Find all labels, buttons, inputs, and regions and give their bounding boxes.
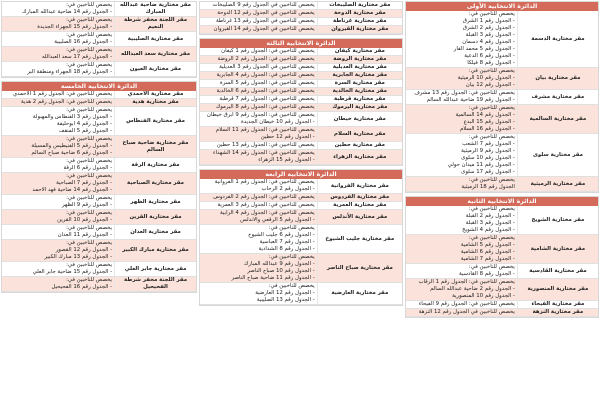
assigned-lists	[200, 72, 317, 80]
committee-name: مقر مختارية السرة	[317, 80, 402, 88]
list-line: - الجدول رقم 19 ضاحية عبدالله السالم	[426, 97, 515, 103]
list-line: - الجدول رقم 12 بيان	[465, 82, 515, 88]
committee-row	[200, 254, 402, 283]
list-line: - الجدول رقم 14 السالمية	[455, 112, 515, 118]
committee-name: مقر مختارية سعد العبدالله	[115, 47, 196, 62]
list-line: - الجدول رقم 13 الصليبية	[256, 297, 315, 303]
column-left	[1, 1, 197, 400]
committee-name: مقر مختارية ضاحية عبدالله المبارك	[115, 2, 196, 17]
list-line: - الجدول رقم 5 الرقعي والأندلس	[240, 217, 315, 223]
list-line: - الجدول رقم 15 البدع	[463, 119, 515, 125]
assigned-lists	[200, 127, 317, 142]
committee-row	[200, 179, 402, 194]
list-line: يخصص للناخبين في: الجدول رقم 9 الفيحاء	[418, 301, 515, 307]
list-line: يخصص للناخبين في:	[66, 210, 113, 216]
committee-table	[406, 206, 598, 317]
committee-name: مقر مختارية الأندلس	[317, 210, 402, 225]
committee-name: مقر مختارية جابر العلي	[115, 262, 196, 277]
committee-name: مقر مختارية العيون	[115, 62, 196, 77]
district-section	[199, 38, 403, 166]
list-line: - الجدول رقم 7 الشعب	[462, 141, 515, 147]
district-section	[199, 169, 403, 306]
committee-row	[406, 68, 598, 90]
committee-row	[406, 301, 598, 309]
committee-name: مقر مختارية سلوى	[517, 134, 598, 177]
committee-row	[2, 277, 196, 292]
committee-name: مقر مختارية اليرموك	[317, 104, 402, 112]
committee-name: مقر مختارية الرقة	[115, 158, 196, 173]
committee-name: مقر مختارية هدية	[115, 99, 196, 107]
committee-row	[2, 47, 196, 62]
list-line: - الجدول رقم 4 الشويخ	[462, 227, 515, 233]
committee-table	[200, 48, 402, 165]
committee-name: مقر مختارية الصباحية	[115, 173, 196, 195]
assigned-lists	[2, 173, 115, 195]
committee-row	[2, 91, 196, 99]
committee-name: مقر مختارية الصليبية	[115, 32, 196, 47]
assigned-lists	[2, 210, 115, 225]
committee-name: مقر مختارية المنصورية	[517, 279, 598, 301]
committee-name: مقر مختارية العديلية	[317, 64, 402, 72]
list-line: يخصص للناخبين في: الجدول رقم 1 الأحمدي	[12, 91, 113, 97]
list-line: - الجدول رقم 8 القادسية	[458, 271, 515, 277]
committee-row	[2, 32, 196, 47]
assigned-lists	[200, 179, 317, 194]
assigned-lists	[2, 277, 115, 292]
list-line: يخصص للناخبين في:	[66, 158, 113, 164]
list-line: - الجدول رقم 11 ضاحية صباح الناصر	[231, 275, 315, 281]
committee-table	[200, 179, 402, 305]
assigned-lists	[406, 11, 517, 68]
list-line: - الجدول رقم 6 الشامية	[460, 249, 515, 255]
list-line: يخصص للناخبين في الجدول رقم 13 غرناطة	[215, 18, 315, 24]
list-line: يخصص للناخبين في: الجدول رقم 2 هدية	[20, 99, 113, 105]
list-line: يخصص للناخبين في: الجدول رقم 4 الرابية	[220, 210, 315, 216]
committee-name: مقر مختارية مشرف	[517, 90, 598, 105]
list-line: يخصص للناخبين في الجدول رقم 14 القيروان	[213, 26, 315, 32]
assigned-lists	[200, 96, 317, 104]
committee-name: مقر مختارية الفروانية	[317, 179, 402, 194]
list-line: يخصص للناخبين في:	[66, 2, 113, 8]
district-section	[405, 1, 599, 193]
committee-row	[200, 10, 402, 18]
list-line: يخصص للناخبين في: الجدول رقم 5 السرة	[219, 80, 315, 86]
list-line: يخصص للناخبين في: الجدول رقم 8 اليرموك	[215, 104, 315, 110]
list-line: - الجدول رقم 10 القرين	[57, 217, 113, 223]
list-line: - الجدول رقم 8 الشدادية	[258, 246, 315, 252]
committee-name: مقر مختارية السالمية	[517, 105, 598, 134]
assigned-lists	[2, 32, 115, 47]
list-line: - الجدول رقم 10 الرميثية	[457, 75, 515, 81]
list-line: يخصص للناخبين في:	[66, 240, 113, 246]
list-line: - الجدول رقم 2 ضاحية عبدالله السالم	[430, 286, 515, 292]
list-line: - الجدول رقم 2 القبلة	[465, 213, 515, 219]
list-line: يخصص للناخبين في:	[468, 206, 515, 212]
list-line: - الجدول رقم 16 الفحيحيل	[51, 284, 113, 290]
district-section	[1, 1, 197, 78]
committee-row	[406, 264, 598, 279]
committee-row	[200, 72, 402, 80]
committee-row	[2, 17, 196, 32]
committee-name: مقر مختارية القرين	[115, 210, 196, 225]
committee-name: مقر مختارية غرناطة	[317, 18, 402, 26]
assigned-lists	[2, 136, 115, 158]
list-line: يخصص للناخبين في الجدول رقم 9 الصليبخات	[212, 2, 315, 8]
assigned-lists	[200, 254, 317, 283]
assigned-lists	[200, 142, 317, 150]
list-line: - الجدول رقم 6 ضاحية صباح السالم	[31, 150, 113, 156]
assigned-lists	[200, 80, 317, 88]
list-line: - الجدول رقم 15 ضاحية جابر العلي	[32, 269, 113, 275]
list-line: يخصص للناخبين في:	[268, 254, 315, 260]
list-line: - الجدول رقم 12 القصور	[55, 247, 113, 253]
committee-row	[200, 18, 402, 26]
committee-name: مقر اللجنة مخفر شرطة النعيم	[115, 17, 196, 32]
list-line: - الجدول رقم 17 سلوى	[461, 169, 515, 175]
committee-name: مقر مختارية الفنطاس	[115, 107, 196, 136]
committee-name: مقر مختارية الشامية	[517, 235, 598, 264]
committee-row	[200, 210, 402, 225]
list-line: - الجدول رقم 1 الشرق	[462, 18, 515, 24]
committee-name: مقر مختارية مبارك الكبير	[115, 240, 196, 262]
committee-row	[406, 11, 598, 68]
list-line: يخصص للناخبين في:	[468, 105, 515, 111]
list-line: - الجدول رقم 16 السلام	[459, 126, 515, 132]
committee-row	[200, 88, 402, 96]
list-line: - الجدول رقم 4 أبوحليفة	[56, 121, 113, 127]
assigned-lists	[200, 56, 317, 64]
list-line: يخصص للناخبين في: الجدول رقم 13 حطين	[216, 142, 315, 148]
list-line: - الجدول رقم 5 المنقف	[58, 128, 113, 134]
committee-table	[200, 2, 402, 34]
assigned-lists	[200, 18, 317, 26]
list-line: يخصص للناخبين في: الجدول رقم 1 كيفان	[221, 48, 315, 54]
list-line: - الجدول رقم 6 الرقة	[63, 165, 113, 171]
list-line: يخصص للناخبين في:	[66, 262, 113, 268]
list-line: يخصص للناخبين في:	[468, 134, 515, 140]
assigned-lists	[406, 301, 517, 309]
committee-row	[2, 173, 196, 195]
committee-row	[200, 283, 402, 305]
assigned-lists	[406, 279, 517, 301]
list-line: - الجدول رقم 12 حطين	[260, 134, 315, 140]
committee-row	[2, 62, 196, 77]
committee-row	[200, 96, 402, 104]
committee-name: مقر مختارية النزهة	[517, 309, 598, 317]
list-line: - الجدول رقم 3 القبلة	[465, 32, 515, 38]
district-title: الدائرة الانتخابية الثانية	[406, 197, 598, 206]
committee-row	[200, 225, 402, 254]
list-line: يخصص للناخبين في:	[66, 32, 113, 38]
assigned-lists	[2, 240, 115, 262]
assigned-lists	[2, 195, 115, 210]
list-line: يخصص للناخبين في:	[66, 136, 113, 142]
committee-name: مقر مختارية الرميثية	[517, 177, 598, 192]
committee-name: مقر مختارية كيفان	[317, 48, 402, 56]
committee-name: مقر مختارية الأحمدي	[115, 91, 196, 99]
committee-row	[2, 240, 196, 262]
committee-name: مقر مختارية خيطان	[317, 112, 402, 127]
assigned-lists	[200, 48, 317, 56]
committee-row	[2, 210, 196, 225]
committee-row	[200, 194, 402, 202]
list-line: يخصص للناخبين في:	[468, 11, 515, 17]
list-line: - الجدول رقم 16 الصليبية	[54, 39, 113, 45]
assigned-lists	[200, 88, 317, 96]
committee-name: مقر مختارية صباح الناصر	[317, 254, 402, 283]
committee-name: مقر مختارية الخالدية	[317, 88, 402, 96]
committee-row	[406, 105, 598, 134]
list-line: يخصص للناخبين في:	[66, 225, 113, 231]
assigned-lists	[200, 104, 317, 112]
assigned-lists	[2, 158, 115, 173]
assigned-lists	[200, 283, 317, 305]
list-line: - الجدول رقم 7 الصباحية	[56, 180, 113, 186]
list-line: يخصص للناخبين في: الجدول رقم 7 قرطبة	[219, 96, 315, 102]
committee-row	[200, 142, 402, 150]
committee-name: مقر مختارية السلام	[317, 127, 402, 142]
committee-row	[200, 150, 402, 165]
list-line: - الجدول رقم 2 الشرق	[462, 25, 515, 31]
committee-row	[2, 2, 196, 17]
committee-row	[200, 112, 402, 127]
committee-name: مقر مختارية ضاحية صباح السالم	[115, 136, 196, 158]
committee-name: مقر اللجنة مخفر شرطة الفحيحيل	[115, 277, 196, 292]
committee-row	[2, 99, 196, 107]
committee-name: مقر مختارية الشويخ	[517, 206, 598, 235]
assigned-lists	[2, 225, 115, 240]
assigned-lists	[406, 68, 517, 90]
list-line: - الجدول رقم 15 الزهراء	[258, 157, 315, 163]
district-title: الدائرة الانتخابية الرابعة	[200, 170, 402, 179]
list-line: - الجدول رقم 9 الظهر	[62, 202, 113, 208]
committee-row	[406, 177, 598, 192]
list-line: يخصص للناخبين في: الجدول رقم 9 ابرق خيطان	[206, 112, 315, 118]
committee-row	[2, 195, 196, 210]
assigned-lists	[200, 202, 317, 210]
committee-row	[200, 64, 402, 72]
committee-row	[200, 56, 402, 64]
committee-name: مقر مختارية حطين	[317, 142, 402, 150]
committee-name: مقر مختارية الفردوس	[317, 194, 402, 202]
assigned-lists	[200, 2, 317, 10]
list-line: - الجدول رقم 9 الرميثية	[461, 148, 515, 154]
assigned-lists	[406, 134, 517, 177]
list-line: - الجدول رقم 3 الفنطاس والمهبولة	[32, 114, 113, 120]
assigned-lists	[406, 105, 517, 134]
committee-row	[2, 136, 196, 158]
committee-row	[406, 309, 598, 317]
list-line: - الجدول رقم 8 فيلكا	[467, 60, 515, 66]
list-line: يخصص للناخبين في:	[66, 277, 113, 283]
list-line: يخصص للناخبين في الجدول رقم 12 الدوحة	[217, 10, 315, 16]
list-line: - الجدول رقم 14 ضاحية عبدالله المبارك	[22, 9, 113, 15]
committee-name: مقر مختارية الدسمة	[517, 11, 598, 68]
assigned-lists	[200, 64, 317, 72]
district-title: الدائرة الانتخابية الخامسة	[2, 82, 196, 91]
committee-name: مقر مختارية الروضة	[317, 56, 402, 64]
list-line: - الجدول رقم 10 المنصورية	[452, 293, 515, 299]
committee-name: مقر مختارية العمرية	[317, 202, 402, 210]
list-line: - الجدول رقم 10 خيطان الجديدة	[240, 119, 315, 125]
assigned-lists	[406, 309, 517, 317]
list-line: - الجدول رقم 13 مبارك الكبير	[44, 254, 113, 260]
committee-row	[200, 2, 402, 10]
committee-name: مقر مختارية العارضية	[317, 283, 402, 305]
list-line: يخصص للناخبين في:	[66, 173, 113, 179]
list-line: يخصص للناخبين في: الجدول رقم 1 الرقاب	[418, 279, 515, 285]
committee-row	[2, 225, 196, 240]
committee-name: مقر مختارية القادسية	[517, 264, 598, 279]
committee-name: مقر مختارية قرطبة	[317, 96, 402, 104]
list-line: يخصص للناخبين في:	[468, 235, 515, 241]
assigned-lists	[2, 91, 115, 99]
list-line: يخصص للناخبين في: الجدول رقم 3 العمرية	[217, 202, 315, 208]
list-line: يخصص للناخبين في:	[66, 107, 113, 113]
committee-name: مقر مختارية الزهراء	[317, 150, 402, 165]
list-line: يخصص للناخبين في: الجدول رقم 4 الجابرية	[216, 72, 315, 78]
list-line: يخصص للناخبين في:	[66, 17, 113, 23]
list-line: - الجدول رقم 14 ضاحية فهد الأحمد	[32, 187, 113, 193]
committee-row	[200, 104, 402, 112]
assigned-lists	[200, 194, 317, 202]
list-line: يخصص للناخبين في:	[268, 283, 315, 289]
list-line: - الجدول رقم 3 القبلة	[465, 220, 515, 226]
list-line: يخصص للناخبين في:	[468, 177, 515, 183]
list-line: يخصص للناخبين في: الجدول رقم 6 الخالدية	[216, 88, 315, 94]
committee-row	[406, 90, 598, 105]
column-middle	[199, 1, 403, 400]
committee-name: مقر مختارية بيان	[517, 68, 598, 90]
committee-row	[406, 206, 598, 235]
assigned-lists	[2, 2, 115, 17]
committee-row	[200, 80, 402, 88]
assigned-lists	[406, 206, 517, 235]
list-line: يخصص للناخبين في:	[468, 264, 515, 270]
assigned-lists	[2, 99, 115, 107]
assigned-lists	[2, 62, 115, 77]
list-line: يخصص للناخبين في: الجدول رقم 11 السلام	[215, 127, 315, 133]
list-line: يخصص للناخبين في: الجدول رقم 1 الفروانية	[214, 179, 315, 185]
committee-row	[2, 262, 196, 277]
committee-name: مقر مختارية القيروان	[317, 26, 402, 34]
assigned-lists	[200, 26, 317, 34]
list-line: - الجدول رقم 4 دسمان	[462, 39, 515, 45]
assigned-lists	[2, 47, 115, 62]
committee-row	[406, 279, 598, 301]
assigned-lists	[200, 10, 317, 18]
list-line: يخصص للناخبين في الجدول رقم 3 العديلية	[219, 64, 315, 70]
list-line: - الجدول رقم 7 الشامية	[460, 256, 515, 262]
assigned-lists	[406, 264, 517, 279]
list-line: - الجدول رقم 6 جليب الشيوخ	[248, 232, 315, 238]
list-line: يخصص للناخبين في: الجدول رقم 2 الفردوس	[213, 194, 315, 200]
district-title: الدائرة الانتخابية الثالثة	[200, 39, 402, 48]
assigned-lists	[2, 17, 115, 32]
assigned-lists	[406, 90, 517, 105]
committee-name: مقر مختارية الظهر	[115, 195, 196, 210]
list-line: - الجدول رقم 5 الشامية	[460, 242, 515, 248]
list-line: - الجدول رقم 12 العارضية	[255, 290, 315, 296]
committee-name: مقر مختارية الجابرية	[317, 72, 402, 80]
list-line: يخصص للناخبين في:	[268, 225, 315, 231]
list-line: - الجدول رقم 11 العدان	[57, 232, 113, 238]
column-right	[405, 1, 599, 400]
committee-row	[406, 134, 598, 177]
list-line: - الجدول رقم 6 الدعية	[464, 53, 515, 59]
list-line: يخصص للناخبين في: الجدول رقم 2 الروضة	[217, 56, 315, 62]
list-line: الجدول رقم 18 الرميثية	[461, 184, 515, 190]
list-line: - الجدول رقم 11 ميدان حولي	[447, 162, 515, 168]
committee-name: مقر مختارية جليب الشيوخ	[317, 225, 402, 254]
district-title: الدائرة الانتخابية الأولى	[406, 2, 598, 11]
committee-row	[2, 158, 196, 173]
committee-row	[406, 235, 598, 264]
list-line: - الجدول رقم 18 الجهراء ومنطقة البر	[27, 69, 113, 75]
list-line: - الجدول رقم 10 صباح الناصر	[247, 268, 315, 274]
list-line: يخصص للناخبين في:	[66, 47, 113, 53]
committee-table	[2, 91, 196, 292]
assigned-lists	[200, 210, 317, 225]
list-line: يخصص للناخبين في:	[468, 68, 515, 74]
committee-row	[200, 127, 402, 142]
committee-name: مقر مختارية الفيحاء	[517, 301, 598, 309]
committee-table	[406, 11, 598, 192]
assigned-lists	[200, 225, 317, 254]
assigned-lists	[2, 107, 115, 136]
committee-row	[200, 202, 402, 210]
list-line: - الجدول رقم 10 سلوى	[461, 155, 515, 161]
assigned-lists	[200, 112, 317, 127]
list-line: - الجدول رقم 2 الرحاب	[261, 186, 315, 192]
list-line: يخصص للناخبين في:	[66, 62, 113, 68]
list-line: يخصص للناخبين في: الجدول رقم 14 الشهداء	[212, 150, 315, 156]
district-section	[199, 1, 403, 35]
assigned-lists	[2, 262, 115, 277]
committee-row	[200, 26, 402, 34]
committee-name: مقر مختارية الدوحة	[317, 10, 402, 18]
committee-name: مقر مختارية الصليبخات	[317, 2, 402, 10]
assigned-lists	[406, 235, 517, 264]
list-line: يخصص للناخبين في الجدول رقم 12 النزهة	[418, 309, 515, 315]
list-line: - الجدول رقم 5 الفنيطيس والمسيلة	[31, 143, 113, 149]
list-line: - الجدول رقم 5 محمد الفار	[453, 46, 515, 52]
assigned-lists	[406, 177, 517, 192]
district-section	[405, 196, 599, 318]
list-line: - الجدول رقم 15 الجهراء الجديدة	[37, 24, 113, 30]
committee-row	[2, 107, 196, 136]
list-line: - الجدول رقم 17 سعد العبدالله	[41, 54, 113, 60]
list-line: - الجدول رقم 7 العباسية	[259, 239, 315, 245]
list-line: يخصص للناخبين في:	[66, 195, 113, 201]
list-line: يخصص للناخبين في: الجدول رقم 13 مشرف	[414, 90, 515, 96]
list-line: - الجدول رقم 9 عبدالله المبارك	[243, 261, 315, 267]
committee-table	[2, 2, 196, 77]
assigned-lists	[200, 150, 317, 165]
district-section	[1, 81, 197, 293]
committee-name: مقر مختارية العدان	[115, 225, 196, 240]
committee-row	[200, 48, 402, 56]
